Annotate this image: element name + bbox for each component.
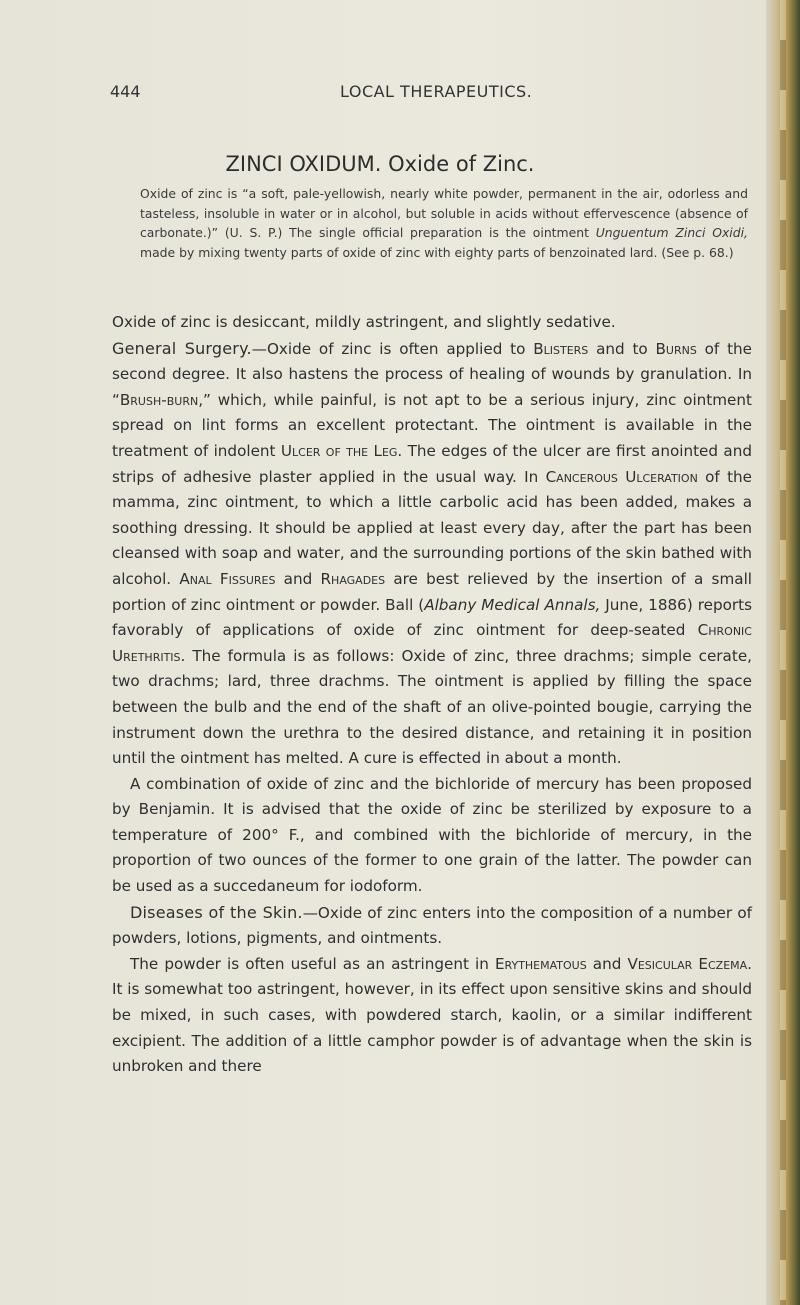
term-burns: Burns <box>655 339 697 358</box>
text-run: are best relieved by the insertion of a small portion of zinc ointment or powder. Ball ( <box>112 569 753 614</box>
paragraph-general-surgery <box>112 336 752 772</box>
text-run: of the mamma, zinc ointment, to which a little carbolic acid has been added, makes a soothing dressing. It should be applied at least every day, after the part has been cleansed with soap and water, and the surrounding portions of the skin bathed with alcohol. <box>112 467 752 588</box>
text-run: The powder is often useful as an astringent in <box>130 954 495 973</box>
running-head: LOCAL THERAPEUTICS. <box>340 82 533 101</box>
text-run: —Oxide of zinc is often applied to <box>251 339 534 358</box>
term-cancerous-ulceration: Cancerous Ulceration <box>545 467 698 486</box>
term-vesicular-eczema: Vesicular Eczema. <box>627 954 753 973</box>
paragraph-bichloride: A combination of oxide of zinc and the bichloride of mercury has been proposed by Benjamin. It is advised that the oxide of zinc be sterilized by exposure to a temperature of 200° F., and combined with the bichloride of mercury, in the proportion of two ounces of the former to one grain of the latter. The powder can be used as a succedaneum for iodoform. <box>112 774 752 896</box>
paragraph-skin-diseases <box>112 900 752 952</box>
term-ulcer-of-the-leg: Ulcer of the Leg. <box>280 441 403 460</box>
section-title: ZINCI OXIDUM. Oxide of Zinc. <box>225 152 535 176</box>
text-run: The edges of the ulcer are first anointed and strips of adhesive plaster applied in the usual way. In <box>112 441 752 486</box>
text-run: The formula is as follows: Oxide of zinc, three drachms; simple cerate, two drachms; lard, three drachms. The ointment is applied by filling the space between the bulb and the end of the shaft of an olive-pointed bougie, carrying the instrument down the urethra to the desired distance, and retaining it in position until the ointment has melted. A cure is effected in about a month. <box>112 646 752 768</box>
text-run: of the second degree. It also hastens the process of healing of wounds by granulation. In “ <box>112 339 753 409</box>
page-number: 444 <box>110 82 141 101</box>
citation-journal: Albany Medical Annals, <box>424 595 601 614</box>
paragraph-powder <box>112 952 752 1080</box>
book-spine-edge <box>766 0 800 1305</box>
page-header <box>0 82 760 106</box>
body-text <box>112 310 752 1080</box>
text-run: June, 1886) reports favorably of applications of oxide of zinc ointment for deep-seated <box>112 595 752 640</box>
text-run: and <box>275 569 321 588</box>
description-text-1: Oxide of zinc is “a soft, pale-yellowish, nearly white powder, permanent in the air, odorless and tasteless, insoluble in water or in alcohol, but soluble in acids without effervescence (absence of carbonate.)” (U. S. P.) The single official preparation is the ointment <box>140 186 748 240</box>
text-run: It is somewhat too astringent, however, in its effect upon sensitive skins and should be mixed, in such cases, with powdered starch, kaolin, or a similar indifferent excipient. The addition of a little camphor powder is of advantage when the skin is unbroken and there <box>112 980 752 1076</box>
heading-diseases-of-the-skin: Diseases of the Skin. <box>130 902 303 922</box>
text-run: and <box>586 954 628 973</box>
term-erythematous: Erythematous <box>494 954 587 973</box>
description-text-2: made by mixing twenty parts of oxide of zinc with eighty parts of benzoinated lard. (See p. 68.) <box>140 244 734 260</box>
term-brush-burn: Brush-burn, <box>119 390 204 409</box>
text-run: —Oxide of zinc enters into the composition of a number of powders, lotions, pigments, and ointments. <box>112 903 753 948</box>
description-paragraph <box>140 184 748 262</box>
heading-general-surgery: General Surgery. <box>112 338 252 358</box>
text-run: and to <box>588 339 656 358</box>
text-run: ” which, while painful, is not apt to be a serious injury, zinc ointment spread on lint forms an excellent protectant. The ointment is available in the treatment of indolent <box>112 390 752 460</box>
term-rhagades: Rhagades <box>320 569 386 588</box>
description-italic-preparation: Unguentum Zinci Oxidi, <box>595 225 748 240</box>
term-blisters: Blisters <box>533 339 589 358</box>
term-anal-fissures: Anal Fissures <box>179 569 276 588</box>
paragraph-properties: Oxide of zinc is desiccant, mildly astringent, and slightly sedative. <box>112 313 616 331</box>
term-chronic-urethritis: Chronic Urethritis. <box>112 621 752 665</box>
